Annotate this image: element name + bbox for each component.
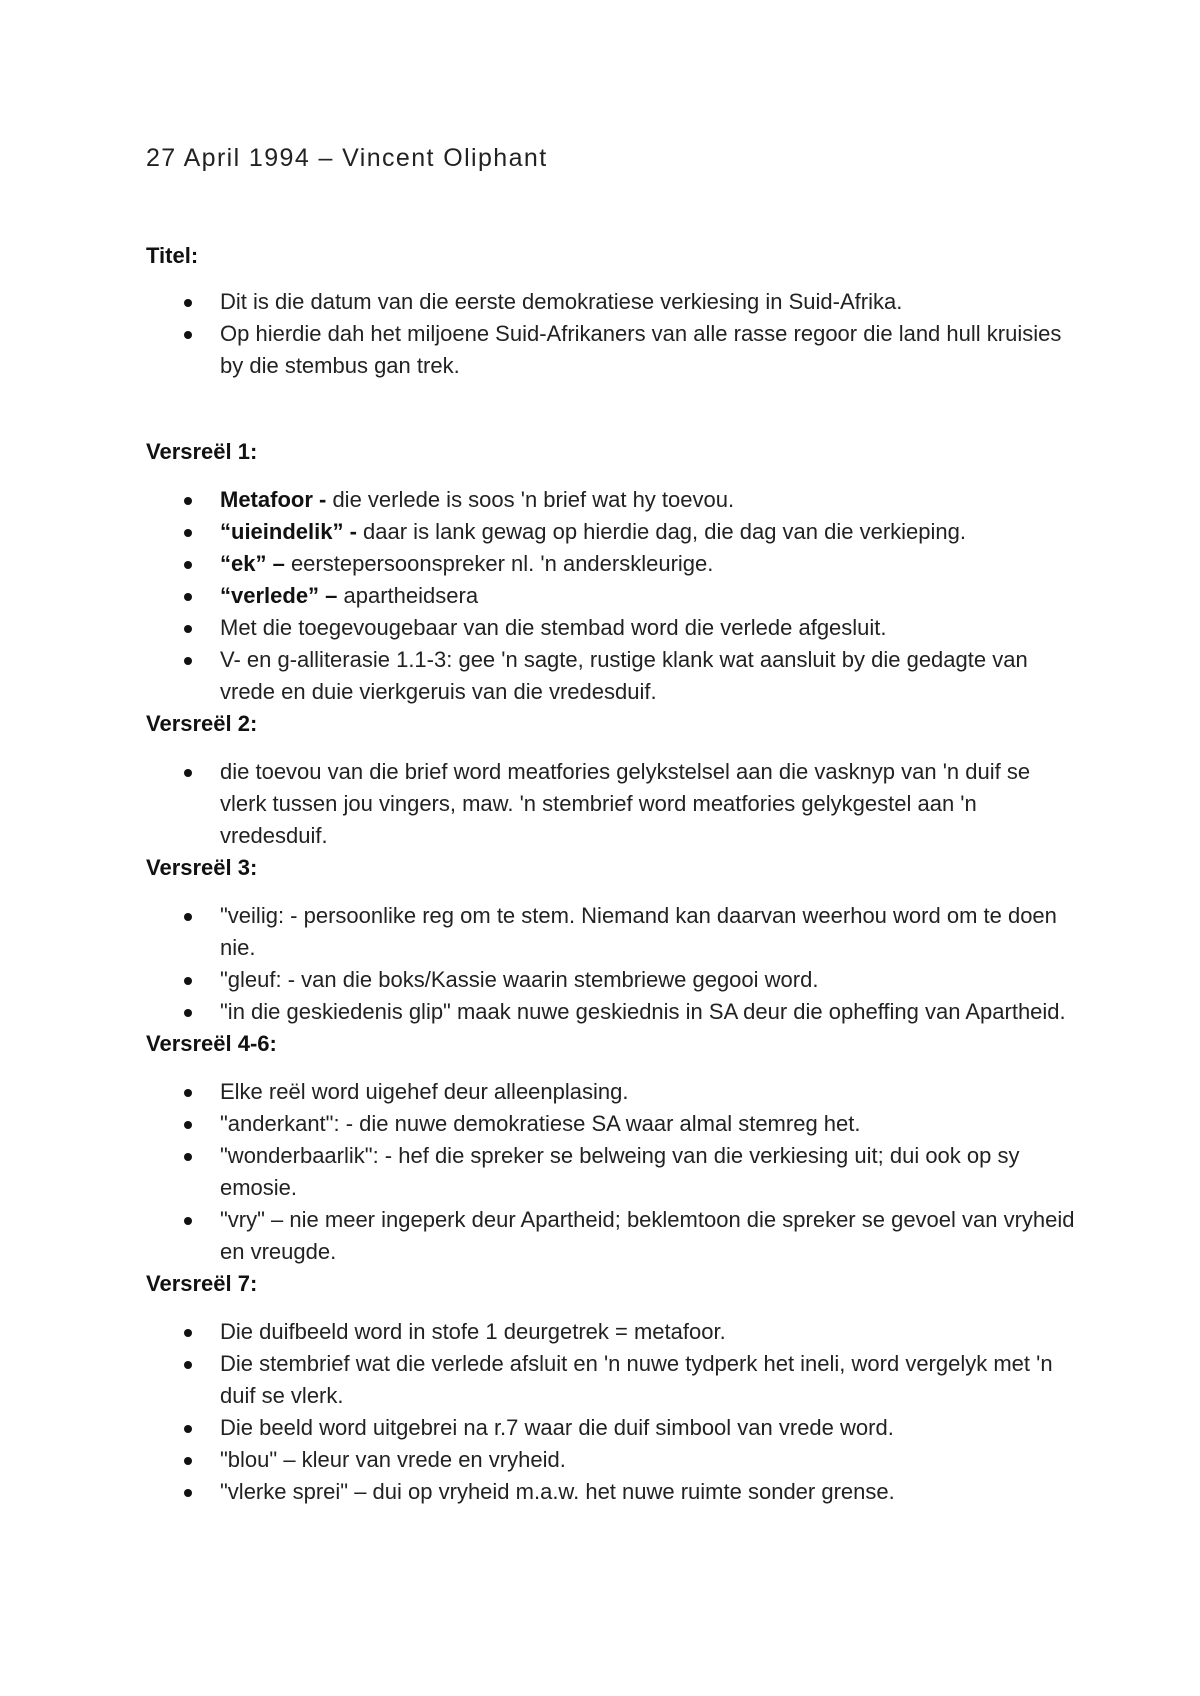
list-item: [146, 1108, 1076, 1140]
bullet-icon: [184, 331, 192, 339]
item-text: "veilig: - persoonlike reg om te stem. Niemand kan daarvan weerhou word om te doen nie.: [220, 903, 1057, 960]
section-versreel-1: [146, 436, 1076, 708]
item-bold: “verlede” –: [220, 583, 338, 608]
section-heading: Versreël 3:: [146, 855, 258, 880]
section-heading: Titel:: [146, 243, 199, 268]
bullet-icon: [184, 657, 192, 665]
section-heading: Versreël 7:: [146, 1271, 258, 1296]
list-item: [146, 756, 1076, 852]
item-text: "blou" – kleur van vrede en vryheid.: [220, 1447, 566, 1472]
list-item: [146, 1204, 1076, 1268]
bullet-list: [146, 900, 1076, 1028]
section-versreel-7: [146, 1268, 1076, 1508]
list-item: [146, 1444, 1076, 1476]
bullet-list: [146, 756, 1076, 852]
bullet-list: [146, 484, 1076, 708]
list-item: [146, 1076, 1076, 1108]
bullet-icon: [184, 769, 192, 777]
bullet-icon: [184, 1425, 192, 1433]
document-title: 27 April 1994 – Vincent Oliphant: [146, 144, 548, 172]
item-text: "in die geskiedenis glip" maak nuwe geskiednis in SA deur die opheffing van Apartheid.: [220, 999, 1066, 1024]
bullet-icon: [184, 1489, 192, 1497]
item-text: Dit is die datum van die eerste demokratiese verkiesing in Suid-Afrika.: [220, 289, 903, 314]
list-item: [146, 548, 1076, 580]
item-text: "vlerke sprei" – dui op vryheid m.a.w. het nuwe ruimte sonder grense.: [220, 1479, 895, 1504]
section-heading: Versreël 1:: [146, 439, 258, 464]
item-bold: Metafoor -: [220, 487, 327, 512]
list-item: [146, 1348, 1076, 1412]
bullet-icon: [184, 1457, 192, 1465]
list-item: [146, 644, 1076, 708]
list-item: [146, 318, 1076, 382]
list-item: [146, 964, 1076, 996]
item-bold: “ek” –: [220, 551, 285, 576]
bullet-list: [146, 1316, 1076, 1508]
item-text: V- en g-alliterasie 1.1-3: gee 'n sagte, rustige klank wat aansluit by die gedagte van vrede en duie vierkgeruis van die vredesduif.: [220, 647, 1028, 704]
item-text: apartheidsera: [337, 583, 479, 608]
section-versreel-2: [146, 708, 1076, 852]
list-item: [146, 1476, 1076, 1508]
item-text: "gleuf: - van die boks/Kassie waarin stembriewe gegooi word.: [220, 967, 819, 992]
bullet-icon: [184, 1121, 192, 1129]
bullet-icon: [184, 299, 192, 307]
item-text: Die beeld word uitgebrei na r.7 waar die duif simbool van vrede word.: [220, 1415, 894, 1440]
bullet-list: [146, 286, 1076, 382]
bullet-icon: [184, 1361, 192, 1369]
bullet-icon: [184, 913, 192, 921]
bullet-icon: [184, 1217, 192, 1225]
section-versreel-3: [146, 852, 1076, 1028]
list-item: [146, 996, 1076, 1028]
bullet-icon: [184, 977, 192, 985]
item-text: Op hierdie dah het miljoene Suid-Afrikaners van alle rasse regoor die land hull kruisies by die stembus gan trek.: [220, 321, 1062, 378]
document-body: [146, 240, 1076, 1508]
item-text: daar is lank gewag op hierdie dag, die dag van die verkieping.: [356, 519, 966, 544]
bullet-icon: [184, 1153, 192, 1161]
bullet-icon: [184, 1089, 192, 1097]
item-text: Die duifbeeld word in stofe 1 deurgetrek = metafoor.: [220, 1319, 726, 1344]
section-versreel-4-6: [146, 1028, 1076, 1268]
list-item: [146, 1140, 1076, 1204]
bullet-icon: [184, 625, 192, 633]
bullet-icon: [184, 497, 192, 505]
item-text: Die stembrief wat die verlede afsluit en 'n nuwe tydperk het ineli, word vergelyk met 'n duif se vlerk.: [220, 1351, 1053, 1408]
item-text: Met die toegevougebaar van die stembad word die verlede afgesluit.: [220, 615, 887, 640]
bullet-icon: [184, 1009, 192, 1017]
item-text: eerstepersoonspreker nl. 'n anderskleurige.: [284, 551, 714, 576]
bullet-icon: [184, 561, 192, 569]
list-item: [146, 1412, 1076, 1444]
item-text: die verlede is soos 'n brief wat hy toevou.: [326, 487, 735, 512]
item-text: die toevou van die brief word meatfories gelykstelsel aan die vasknyp van 'n duif se vlerk tussen jou vingers, maw. 'n stembrief word meatfories gelykgestel aan 'n vredesduif.: [220, 759, 1031, 848]
section-titel: [146, 240, 1076, 382]
bullet-icon: [184, 529, 192, 537]
list-item: [146, 900, 1076, 964]
section-heading: Versreël 4-6:: [146, 1031, 277, 1056]
list-item: [146, 286, 1076, 318]
list-item: [146, 516, 1076, 548]
item-text: Elke reël word uigehef deur alleenplasing.: [220, 1079, 629, 1104]
bullet-list: [146, 1076, 1076, 1268]
list-item: [146, 612, 1076, 644]
bullet-icon: [184, 1329, 192, 1337]
item-text: "wonderbaarlik": - hef die spreker se belweing van die verkiesing uit; dui ook op sy emosie.: [220, 1143, 1020, 1200]
item-bold: “uieindelik” -: [220, 519, 357, 544]
list-item: [146, 1316, 1076, 1348]
list-item: [146, 484, 1076, 516]
item-text: "anderkant": - die nuwe demokratiese SA waar almal stemreg het.: [220, 1111, 861, 1136]
item-text: "vry" – nie meer ingeperk deur Apartheid; beklemtoon die spreker se gevoel van vryheid en vreugde.: [220, 1207, 1075, 1264]
bullet-icon: [184, 593, 192, 601]
section-heading: Versreël 2:: [146, 711, 258, 736]
list-item: [146, 580, 1076, 612]
